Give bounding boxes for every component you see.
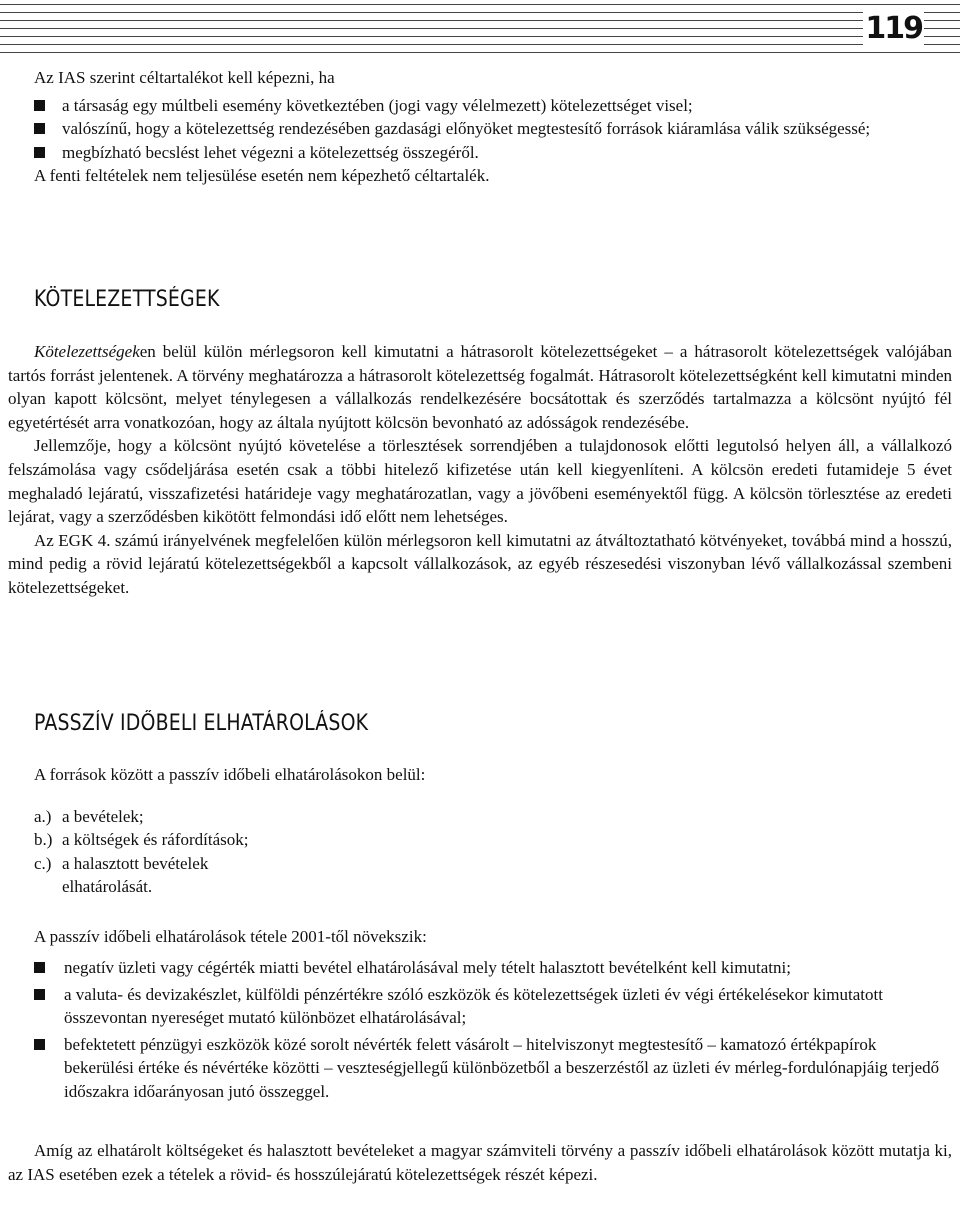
square-bullet-icon (34, 100, 45, 111)
header-rule (0, 20, 960, 21)
header-rule (0, 4, 960, 5)
list-item: a.) a bevételek; (34, 806, 144, 826)
header-rule (0, 12, 960, 13)
header-rule (0, 44, 960, 45)
list-item: a társaság egy múltbeli esemény következtében (jogi vagy vélelmezett) kötelezettséget visel; (34, 94, 939, 118)
section-lead: A források között a passzív időbeli elhatárolásokon belül: (34, 765, 426, 784)
growth-bullet-list (34, 956, 944, 1103)
intro-bullet-list (34, 94, 939, 165)
square-bullet-icon (34, 1039, 45, 1050)
header-rule (0, 36, 960, 37)
growth-lead: A passzív időbeli elhatárolások tétele 2001-től növekszik: (34, 926, 427, 946)
square-bullet-icon (34, 989, 45, 1000)
list-item: megbízható becslést lehet végezni a kötelezettség összegéről. (34, 141, 939, 165)
closing-section (8, 1139, 952, 1186)
section-kotelezettsegek (8, 340, 952, 600)
section-heading-passziv: PASSZÍV IDŐBELI ELHATÁROLÁSOK (34, 711, 369, 736)
list-item: befektetett pénzügyi eszközök közé sorolt névérték felett vásárolt – hitelviszonyt megtestesítő – kamatozó értékpapírok bekerülési értéke és névértéke közötti – veszteségjellegű különbözetből a beszerzéstől az üzleti év mérleg-fordulónapjáig terjedő időszakra időarányosan jutó összeggel. (34, 1033, 944, 1104)
intro-closing: A fenti feltételek nem teljesülése esetén nem képezhető céltartalék. (34, 166, 490, 185)
list-item: valószínű, hogy a kötelezettség rendezésében gazdasági előnyöket megtestesítő források kiáramlása válik szükségessé; (34, 117, 939, 141)
header-rule (0, 52, 960, 53)
paragraph: Az EGK 4. számú irányelvének megfelelően külön mérlegsoron kell kimutatni az átváltoztatható kötvényeket, továbbá mind a hosszú, mind pedig a rövid lejáratú kötelezettségekből a kapcsolt vállalkozások, az egyéb részesedési viszonyban lévő vállalkozással szembeni kötelezettségeket. (8, 530, 952, 597)
square-bullet-icon (34, 123, 45, 134)
intro-section (34, 66, 939, 188)
section-heading-kotelezettsegek: KÖTELEZETTSÉGEK (34, 287, 220, 312)
intro-lead: Az IAS szerint céltartalékot kell képezni, ha (34, 68, 335, 87)
paragraph: Jellemzője, hogy a kölcsönt nyújtó követelése a törlesztések sorrendjében a tulajdonosok előtti legutolsó helyen áll, a vállalkozó felszámolása vagy csődeljárása esetén csak a többi hitelező kifizetése után kell kiegyenlíteni. A kölcsön eredeti futamideje 5 évet meghaladó lejáratú, visszafizetési határideje vagy meghatározatlan, vagy a jövőbeni eseményektől függ. A kölcsön törlesztése az eredeti lejárat, vagy a szerződésben kikötött felmondási idő előtt nem lehetséges. (8, 436, 952, 527)
list-item: negatív üzleti vagy cégérték miatti bevétel elhatárolásával mely tételt halasztott bevételként kell kimutatni; (34, 956, 944, 980)
italic-term: Kötelezettségek (34, 342, 140, 361)
square-bullet-icon (34, 962, 45, 973)
section-passziv (34, 763, 944, 1106)
list-item: b.) a költségek és ráfordítások; (34, 830, 249, 849)
paragraph: Kötelezettségeken belül külön mérlegsoron kell kimutatni a hátrasorolt kötelezettségeket – a hátrasorolt kötelezettségek valójában tartós forrást jelentenek. A törvény meghatározza a hátrasorolt kötelezettség fogalmát. Hátrasorolt kötelezettségként kell kimutatni minden olyan kapott kölcsönt, melyet ténylegesen a vállalkozás rendelkezésére bocsátottak és szerződés tartalmazza a kölcsönt nyújtó fél egyetértését arra vonatkozóan, hogy az általa nyújtott kölcsön bevonható az adósságok rendezésébe. (8, 342, 952, 432)
lettered-list (34, 805, 944, 899)
list-item: c.) a halasztott bevételek elhatárolását. (34, 853, 209, 896)
square-bullet-icon (34, 147, 45, 158)
page-number: 119 (865, 11, 922, 46)
header-rule (0, 28, 960, 29)
header-rules (0, 0, 960, 60)
list-item: a valuta- és devizakészlet, külföldi pénzértékre szóló eszközök és kötelezettségek üzleti év végi értékelésekor kimutatott összevontan nyereséget mutató különbözet elhatárolásával; (34, 983, 944, 1030)
closing-paragraph: Amíg az elhatárolt költségeket és halasztott bevételeket a magyar számviteli törvény a passzív időbeli elhatárolások között mutatja ki, az IAS esetében ezek a tételek a rövid- és hosszúlejáratú kötelezettségek részét képezi. (8, 1141, 952, 1184)
